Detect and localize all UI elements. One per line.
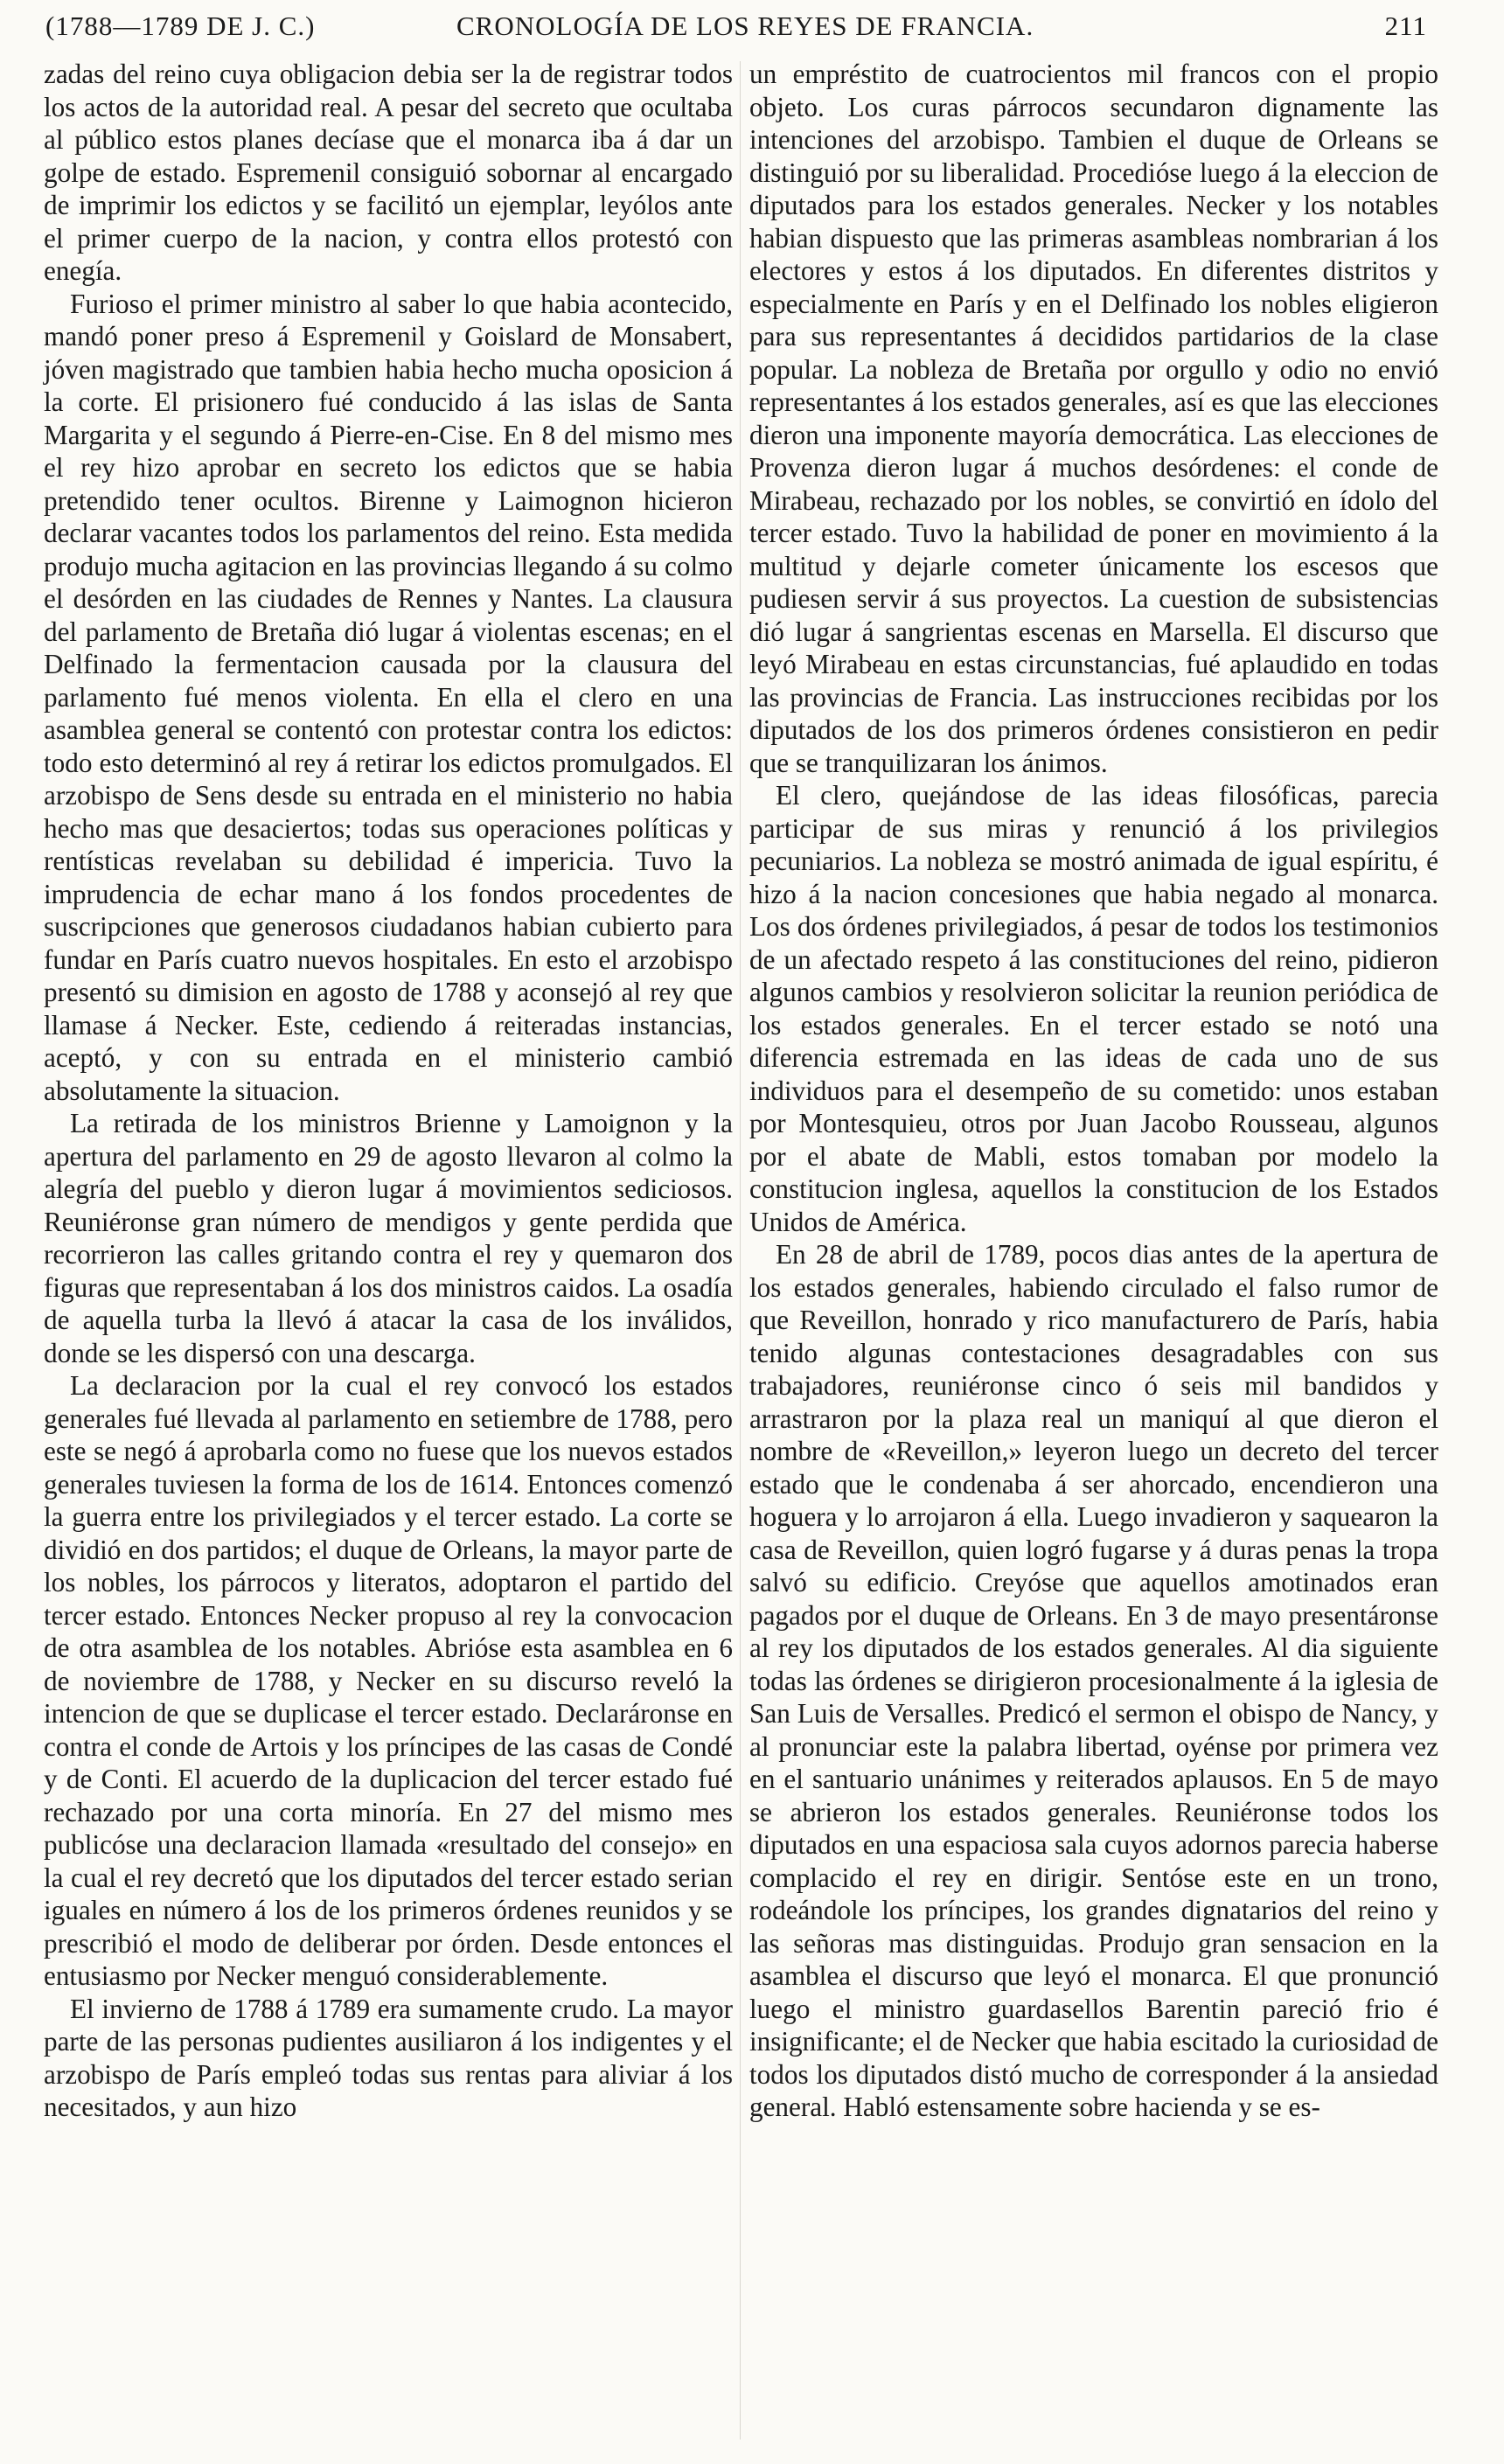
header-date-range: (1788—1789 DE J. C.) xyxy=(45,10,316,41)
paragraph: un empréstito de cuatrocientos mil francos con el propio objeto. Los curas párrocos secundaron dignamente las intenciones del arzobispo. Tambien el duque de Orleans se distinguió por su liberalidad. Procedióse luego á la eleccion de diputados para los estados generales. Necker y los notables habian dispuesto que las primeras asambleas nombrarian á los electores y estos á los diputados. En diferentes distritos y especialmente en París y en el Delfinado los nobles eligieron para sus representantes á decididos partidarios de la clase popular. La nobleza de Bretaña por orgullo y odio no envió representantes á los estados generales, así es que las elecciones dieron una imponente mayoría democrática. Las elecciones de Provenza dieron lugar á muchos desórdenes: el conde de Mirabeau, rechazado por los nobles, se convirtió en ídolo del tercer estado. Tuvo la habilidad de poner en movimiento á la multitud y dejarle cometer únicamente los escesos que pudiesen servir á sus proyectos. La cuestion de subsistencias dió lugar á sangrientas escenas en Marsella. El discurso que leyó Mirabeau en estas circunstancias, fué aplaudido en todas las provincias de Francia. Las instrucciones recibidas por los diputados de los dos primeros órdenes consistieron en pedir que se tranquilizaran los ánimos. xyxy=(749,59,1438,778)
left-column xyxy=(44,58,733,2124)
paragraph: zadas del reino cuya obligacion debia ser la de registrar todos los actos de la autoridad real. A pesar del secreto que ocultaba al público estos planes decíase que el monarca iba á dar un golpe de estado. Espremenil consiguió sobornar al encargado de imprimir los edictos y se facilitó un ejemplar, leyólos ante el primer cuerpo de la nacion, y contra ellos protestó con enegía. xyxy=(44,59,733,286)
right-column xyxy=(749,58,1438,2124)
paragraph: El invierno de 1788 á 1789 era sumamente crudo. La mayor parte de las personas pudientes ausiliaron á los indigentes y el arzobispo de París empleó todas sus rentas para aliviar á los necesitados, y aun hizo xyxy=(44,1993,733,2122)
running-title: CRONOLOGÍA DE LOS REYES DE FRANCIA. xyxy=(456,10,1034,41)
page-header xyxy=(45,10,1427,45)
paragraph: En 28 de abril de 1789, pocos dias antes de la apertura de los estados generales, habiendo circulado el falso rumor de que Reveillon, honrado y rico manufacturero de París, habia tenido algunas contestaciones desagradables con sus trabajadores, reuniéronse cinco ó seis mil bandidos y arrastraron por la plaza real un maniquí al que dieron el nombre de «Reveillon,» leyeron luego un decreto del tercer estado que le condenaba á ser ahorcado, encendieron una hoguera y lo arrojaron á ella. Luego invadieron y saquearon la casa de Reveillon, quien logró fugarse y á duras penas la tropa salvó su edificio. Creyóse que aquellos amotinados eran pagados por el duque de Orleans. En 3 de mayo presentáronse al rey los diputados de los estados generales. Al dia siguiente todas las órdenes se dirigieron procesionalmente á la iglesia de San Luis de Versalles. Predicó el sermon el obispo de Nancy, y al pronunciar este la palabra libertad, oyénse por primera vez en el santuario unánimes y reiterados aplausos. En 5 de mayo se abrieron los estados generales. Reuniéronse todos los diputados en una espaciosa sala cuyos adornos parecia haberse complacido el rey en dirigir. Sentóse este en un trono, rodeándole los príncipes, los grandes dignatarios del reino y las señoras mas distinguidas. Produjo gran sensacion en la asamblea el discurso que leyó el monarca. El que pronunció luego el ministro guardasellos Barentin pareció frio é insignificante; el de Necker que habia escitado la curiosidad de todos los diputados distó mucho de corresponder á la ansiedad general. Habló estensamente sobre hacienda y se es- xyxy=(749,1239,1438,2122)
column-divider xyxy=(740,61,741,2440)
paragraph: El clero, quejándose de las ideas filosóficas, parecia participar de sus miras y renunció á los privilegios pecuniarios. La nobleza se mostró animada de igual espíritu, é hizo á la nacion concesiones que habia negado al monarca. Los dos órdenes privilegiados, á pesar de todos los testimonios de un afectado respeto á las constituciones del reino, pidieron algunos cambios y resolvieron solicitar la reunion periódica de los estados generales. En el tercer estado se notó una diferencia estremada en las ideas de cada uno de sus individuos para el desempeño de su cometido: unos estaban por Montesquieu, otros por Juan Jacobo Rousseau, algunos por el abate de Mabli, estos tomaban por modelo la constitucion inglesa, aquellos la constitucion de los Estados Unidos de América. xyxy=(749,780,1438,1237)
paragraph: La declaracion por la cual el rey convocó los estados generales fué llevada al parlamento en setiembre de 1788, pero este se negó á aprobarla como no fuese que los nuevos estados generales tuviesen la forma de los de 1614. Entonces comenzó la guerra entre los privilegiados y el tercer estado. La corte se dividió en dos partidos; el duque de Orleans, la mayor parte de los nobles, los párrocos y literatos, adoptaron el partido del tercer estado. Entonces Necker propuso al rey la convocacion de otra asamblea de los notables. Abrióse esta asamblea en 6 de noviembre de 1788, y Necker en su discurso reveló la intencion de que se duplicase el tercer estado. Declaráronse en contra el conde de Artois y los príncipes de las casas de Condé y de Conti. El acuerdo de la duplicacion del tercer estado fué rechazado por una corta minoría. En 27 del mismo mes publicóse una declaracion llamada «resultado del consejo» en la cual el rey decretó que los diputados del tercer estado serian iguales en número á los de los primeros órdenes reunidos y se prescribió el modo de deliberar por órden. Desde entonces el entusiasmo por Necker menguó considerablemente. xyxy=(44,1370,733,1991)
paragraph: La retirada de los ministros Brienne y Lamoignon y la apertura del parlamento en 29 de agosto llevaron al colmo la alegría del pueblo y dieron lugar á movimientos sediciosos. Reuniéronse gran número de mendigos y gente perdida que recorrieron las calles gritando contra el rey y quemaron dos figuras que representaban á los dos ministros caidos. La osadía de aquella turba la llevó á atacar la casa de los inválidos, donde se les dispersó con una descarga. xyxy=(44,1108,733,1368)
page-number: 211 xyxy=(1384,10,1427,41)
paragraph: Furioso el primer ministro al saber lo que habia acontecido, mandó poner preso á Espremenil y Goislard de Monsabert, jóven magistrado que tambien habia hecho mucha oposicion á la corte. El prisionero fué conducido á las islas de Santa Margarita y el segundo á Pierre-en-Cise. En 8 del mismo mes el rey hizo aprobar en secreto los edictos que se habia pretendido tener ocultos. Birenne y Laimognon hicieron declarar vacantes todos los parlamentos del reino. Esta medida produjo mucha agitacion en las provincias llegando á su colmo el desórden en las ciudades de Rennes y Nantes. La clausura del parlamento de Bretaña dió lugar á violentas escenas; en el Delfinado la fermentacion causada por la clausura del parlamento fué menos violenta. En ella el clero en una asamblea general se contentó con protestar contra los edictos: todo esto determinó al rey á retirar los edictos promulgados. El arzobispo de Sens desde su entrada en el ministerio no habia hecho mas que desaciertos; todas sus operaciones políticas y rentísticas revelaban su debilidad é impericia. Tuvo la imprudencia de echar mano á los fondos procedentes de suscripciones que generosos ciudadanos habian cubierto para fundar en París cuatro nuevos hospitales. En esto el arzobispo presentó su dimision en agosto de 1788 y aconsejó al rey que llamase á Necker. Este, cediendo á reiteradas instancias, aceptó, y con su entrada en el ministerio cambió absolutamente la situacion. xyxy=(44,288,733,1106)
